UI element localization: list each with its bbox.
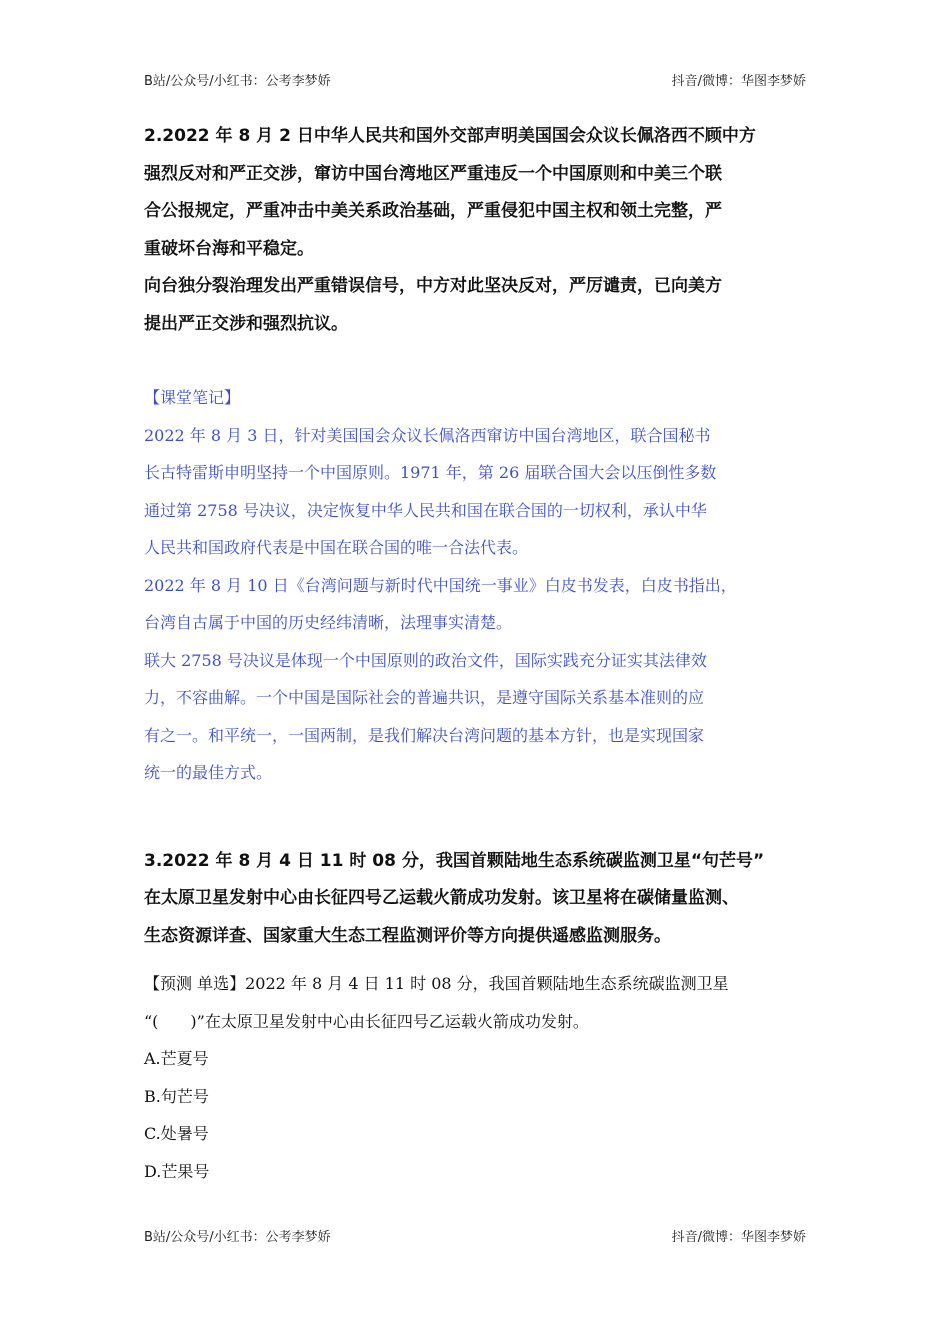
class-notes-line: 台湾自古属于中国的历史经纬清晰，法理事实清楚。 — [144, 613, 513, 632]
option-c: C.处暑号 — [144, 1124, 209, 1143]
header-left-text: B站/公众号/小红书：公考李梦娇 — [144, 74, 331, 89]
news-2-line: 2.2022 年 8 月 2 日中华人民共和国外交部声明美国国会众议长佩洛西不顾中方 — [144, 126, 756, 146]
option-a: A.芒夏号 — [144, 1049, 209, 1068]
class-notes-line: 2022 年 8 月 10 日《台湾问题与新时代中国统一事业》白皮书发表，白皮书指出， — [144, 575, 737, 595]
news-3-line: 生态资源详查、国家重大生态工程监测评价等方向提供遥感监测服务。 — [144, 925, 671, 946]
class-notes-line: 联大 2758 号决议是体现一个中国原则的政治文件，国际实践充分证实其法律效 — [144, 650, 707, 670]
news-3-line: 3.2022 年 8 月 4 日 11 时 08 分，我国首颗陆地生态系统碳监测卫星“句芒号” — [144, 850, 765, 871]
footer-left-text: B站/公众号/小红书：公考李梦娇 — [144, 1230, 331, 1245]
page-footer — [144, 1226, 806, 1245]
news-2-line: 强烈反对和严正交涉，窜访中国台湾地区严重违反一个中国原则和中美三个联 — [144, 163, 722, 184]
page-header — [144, 70, 806, 89]
news-item-3 — [144, 843, 808, 956]
class-notes-line: 长古特雷斯申明坚持一个中国原则。1971 年，第 26 届联合国大会以压倒性多数 — [144, 463, 717, 482]
news-2-line: 重破坏台海和平稳定。 — [144, 238, 314, 259]
class-notes-line: 人民共和国政府代表是中国在联合国的唯一合法代表。 — [144, 538, 529, 557]
class-notes-line: 统一的最佳方式。 — [144, 763, 273, 782]
news-2-line: 提出严正交涉和强烈抗议。 — [144, 313, 348, 334]
news-item-2 — [144, 118, 808, 343]
news-3-line: 在太原卫星发射中心由长征四号乙运载火箭成功发射。该卫星将在碳储量监测、 — [144, 888, 739, 908]
news-2-line: 向台独分裂治理发出严重错误信号，中方对此坚决反对，严厉谴责，已向美方 — [144, 276, 722, 296]
question-stem-line: 【预测 单选】2022 年 8 月 4 日 11 时 08 分，我国首颗陆地生态系统碳监测卫星 — [144, 974, 729, 993]
footer-right-text: 抖音/微博：华图李梦娇 — [671, 1230, 806, 1245]
news-2-line: 合公报规定，严重冲击中美关系政治基础，严重侵犯中国主权和领土完整，严 — [144, 201, 722, 221]
option-b: B.句芒号 — [144, 1086, 209, 1106]
class-notes-line: 2022 年 8 月 3 日，针对美国国会众议长佩洛西窜访中国台湾地区，联合国秘书 — [144, 425, 711, 445]
prediction-question — [144, 965, 808, 1190]
class-notes-line: 通过第 2758 号决议，决定恢复中华人民共和国在联合国的一切权利，承认中华 — [144, 500, 707, 520]
question-stem-line: “( )”在太原卫星发射中心由长征四号乙运载火箭成功发射。 — [144, 1011, 589, 1031]
class-notes-line: 力，不容曲解。一个中国是国际社会的普遍共识，是遵守国际关系基本准则的应 — [144, 688, 705, 707]
header-right-text: 抖音/微博：华图李梦娇 — [671, 74, 806, 89]
document-body — [144, 118, 808, 1190]
option-d: D.芒果号 — [144, 1161, 210, 1181]
class-notes-line: 有之一。和平统一，一国两制，是我们解决台湾问题的基本方针，也是实现国家 — [144, 725, 705, 745]
class-notes-title: 【课堂笔记】 — [144, 388, 241, 407]
class-notes — [144, 379, 808, 792]
